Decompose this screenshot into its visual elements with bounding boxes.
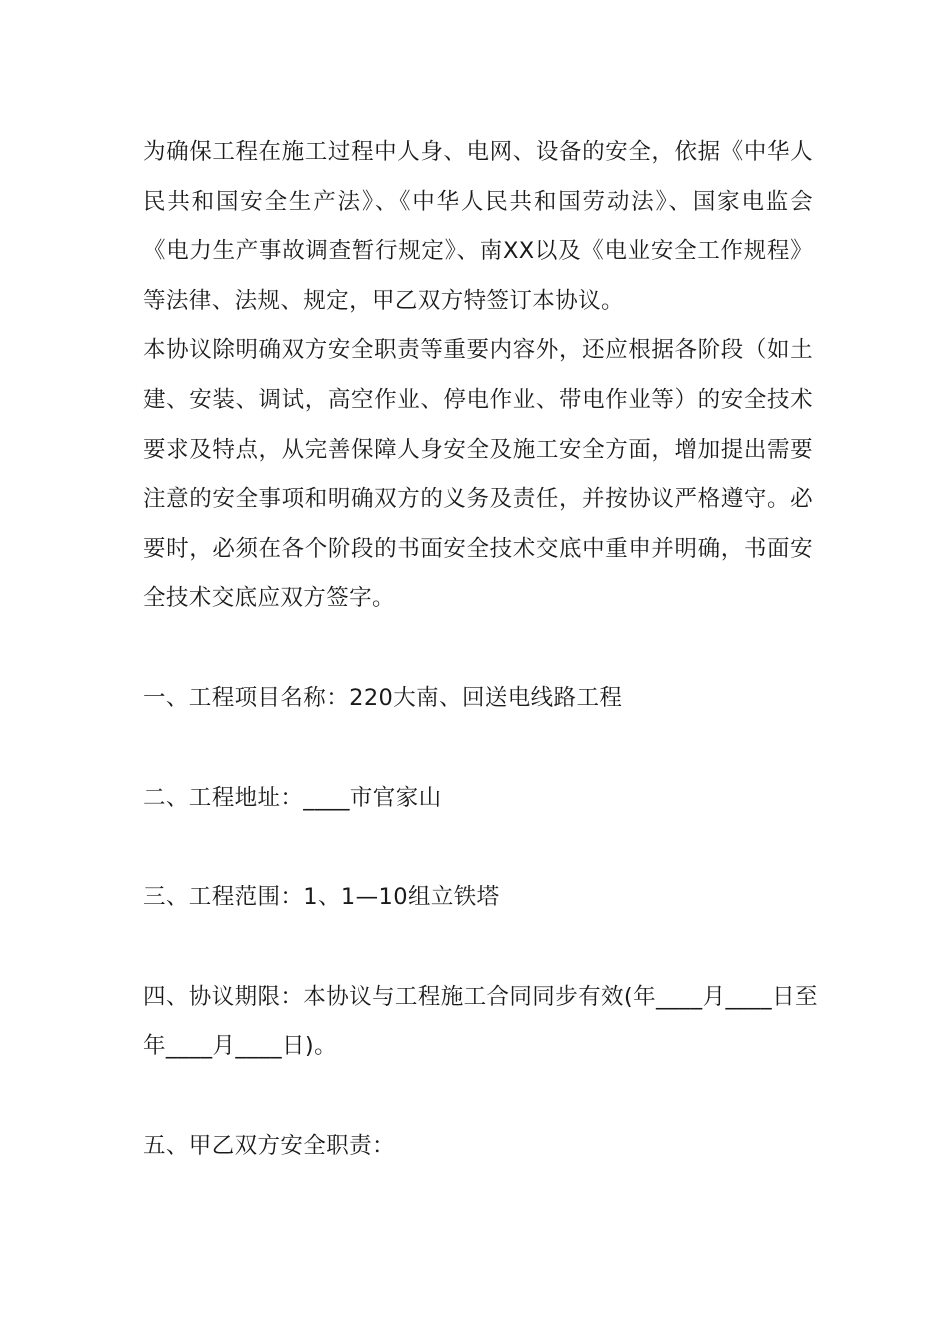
section-project-scope: 三、工程范围：1、1—10组立铁塔 — [143, 884, 500, 911]
spacer — [143, 624, 813, 674]
section-project-name: 一、工程项目名称：220大南、回送电线路工程 — [143, 684, 623, 711]
section-agreement-term — [143, 973, 818, 1072]
spacer — [143, 1072, 813, 1122]
section-safety-duties: 五、甲乙双方安全职责： — [143, 1132, 395, 1159]
spacer — [143, 823, 813, 873]
document-body — [143, 128, 818, 1172]
intro-paragraph-2: 本协议除明确双方安全职责等重要内容外，还应根据各阶段（如土建、安装、调试，高空作业、停电作业、带电作业等）的安全技术要求及特点，从完善保障人身安全及施工安全方面，增加提出需要注意的安全事项和明确双方的义务及责任，并按协议严格遵守。必要时，必须在各个阶段的书面安全技术交底中重申并明确，书面安全技术交底应双方签字。 — [143, 337, 813, 612]
agreement-term-line-2: 年____月____日)。 — [143, 1033, 337, 1060]
spacer — [143, 724, 813, 774]
section-project-address: 二、工程地址：____市官家山 — [143, 784, 442, 811]
agreement-term-line-1: 四、协议期限：本协议与工程施工合同同步有效(年____月____日至 — [143, 983, 818, 1010]
spacer — [143, 923, 813, 973]
intro-paragraph-1: 为确保工程在施工过程中人身、电网、设备的安全，依据《中华人民共和国安全生产法》、《中华人民共和国劳动法》、国家电监会《电力生产事故调查暂行规定》、南XX以及《电业安全工作规程》等法律、法规、规定，甲乙双方特签订本协议。 — [143, 139, 813, 314]
